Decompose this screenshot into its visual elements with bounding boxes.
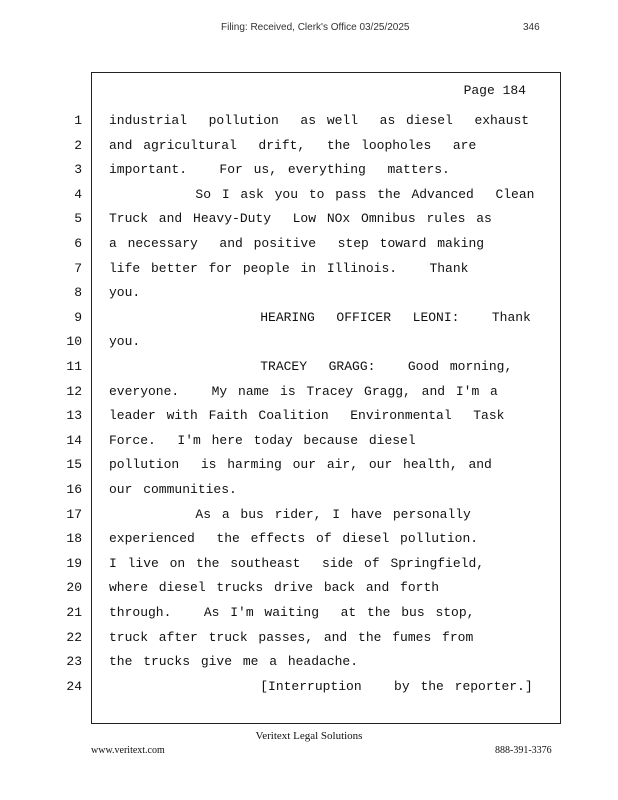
line-number: 22 bbox=[66, 629, 82, 645]
transcript-line bbox=[0, 554, 618, 574]
line-number: 7 bbox=[74, 260, 82, 276]
transcript-line bbox=[0, 111, 618, 131]
line-number: 19 bbox=[66, 555, 82, 571]
transcript-line bbox=[0, 652, 618, 672]
line-number: 24 bbox=[66, 678, 82, 694]
line-number: 9 bbox=[74, 309, 82, 325]
line-number: 16 bbox=[66, 482, 82, 497]
line-number: 21 bbox=[66, 605, 82, 620]
footer-company: Veritext Legal Solutions bbox=[255, 730, 363, 742]
line-number: 2 bbox=[74, 137, 82, 153]
line-text: our communities. bbox=[109, 482, 237, 497]
transcript-line bbox=[0, 431, 618, 451]
transcript-line bbox=[0, 234, 618, 254]
filing-page-number: 346 bbox=[523, 22, 540, 33]
line-text: everyone. My name is Tracey Gragg, and I'm a bbox=[109, 383, 498, 399]
transcript-line bbox=[0, 455, 618, 475]
line-text: As a bus rider, I have personally bbox=[109, 506, 471, 522]
line-text: HEARING OFFICER LEONI: Thank bbox=[109, 309, 531, 325]
transcript-line bbox=[0, 406, 618, 426]
line-text: experienced the effects of diesel pollution. bbox=[109, 531, 479, 547]
line-text: leader with Faith Coalition Environmental Task bbox=[109, 408, 505, 424]
line-number: 5 bbox=[74, 211, 82, 227]
line-number: 20 bbox=[66, 580, 82, 596]
line-number: 8 bbox=[74, 285, 82, 301]
transcript-line bbox=[0, 382, 618, 402]
line-text: you. bbox=[109, 334, 141, 350]
transcript-line bbox=[0, 283, 618, 303]
line-text: industrial pollution as well as diesel exhaust bbox=[109, 113, 530, 128]
line-number: 1 bbox=[74, 113, 82, 128]
transcript-line bbox=[0, 136, 618, 156]
transcript-line bbox=[0, 332, 618, 352]
line-text: you. bbox=[109, 285, 141, 301]
transcript-line bbox=[0, 160, 618, 180]
transcript-line bbox=[0, 259, 618, 279]
line-text: where diesel trucks drive back and forth bbox=[109, 580, 440, 596]
transcript-line bbox=[0, 677, 618, 697]
line-text: I live on the southeast side of Springfield, bbox=[109, 555, 485, 571]
transcript-line bbox=[0, 603, 618, 623]
transcript-page-label: Page 184 bbox=[463, 83, 526, 98]
line-text: truck after truck passes, and the fumes from bbox=[109, 629, 474, 645]
line-text: So I ask you to pass the Advanced Clean bbox=[109, 186, 535, 202]
line-text: a necessary and positive step toward making bbox=[109, 236, 485, 251]
filing-header bbox=[0, 22, 618, 38]
line-text: life better for people in Illinois. Thank bbox=[109, 260, 469, 276]
transcript-line bbox=[0, 357, 618, 377]
line-text: TRACEY GRAGG: Good morning, bbox=[109, 359, 513, 374]
line-number: 15 bbox=[66, 457, 82, 473]
line-number: 12 bbox=[66, 383, 82, 399]
transcript-line bbox=[0, 308, 618, 328]
line-number: 23 bbox=[66, 654, 82, 670]
line-text: and agricultural drift, the loopholes are bbox=[109, 137, 477, 153]
line-number: 4 bbox=[74, 186, 82, 202]
line-text: through. As I'm waiting at the bus stop, bbox=[109, 605, 475, 620]
footer-website: www.veritext.com bbox=[91, 745, 165, 756]
line-number: 11 bbox=[66, 359, 82, 374]
line-text: Force. I'm here today because diesel bbox=[109, 432, 416, 448]
line-text: pollution is harming our air, our health, and bbox=[109, 457, 492, 473]
line-number: 18 bbox=[66, 531, 82, 547]
filing-stamp: Filing: Received, Clerk's Office 03/25/2025 bbox=[221, 22, 410, 33]
transcript-line bbox=[0, 209, 618, 229]
line-text: [Interruption by the reporter.] bbox=[109, 678, 533, 694]
transcript-line bbox=[0, 628, 618, 648]
line-number: 17 bbox=[66, 506, 82, 522]
line-text: Truck and Heavy-Duty Low NOx Omnibus rules as bbox=[109, 211, 492, 227]
transcript-line bbox=[0, 529, 618, 549]
line-number: 3 bbox=[74, 162, 82, 178]
line-number: 14 bbox=[66, 432, 82, 448]
line-text: the trucks give me a headache. bbox=[109, 654, 359, 670]
line-number: 10 bbox=[66, 334, 82, 350]
transcript-line bbox=[0, 480, 618, 500]
line-text: important. For us, everything matters. bbox=[109, 162, 450, 178]
line-number: 6 bbox=[74, 236, 82, 251]
transcript-line bbox=[0, 505, 618, 525]
transcript-line bbox=[0, 578, 618, 598]
line-number: 13 bbox=[66, 408, 82, 424]
transcript-line bbox=[0, 185, 618, 205]
footer-phone: 888-391-3376 bbox=[495, 745, 552, 756]
